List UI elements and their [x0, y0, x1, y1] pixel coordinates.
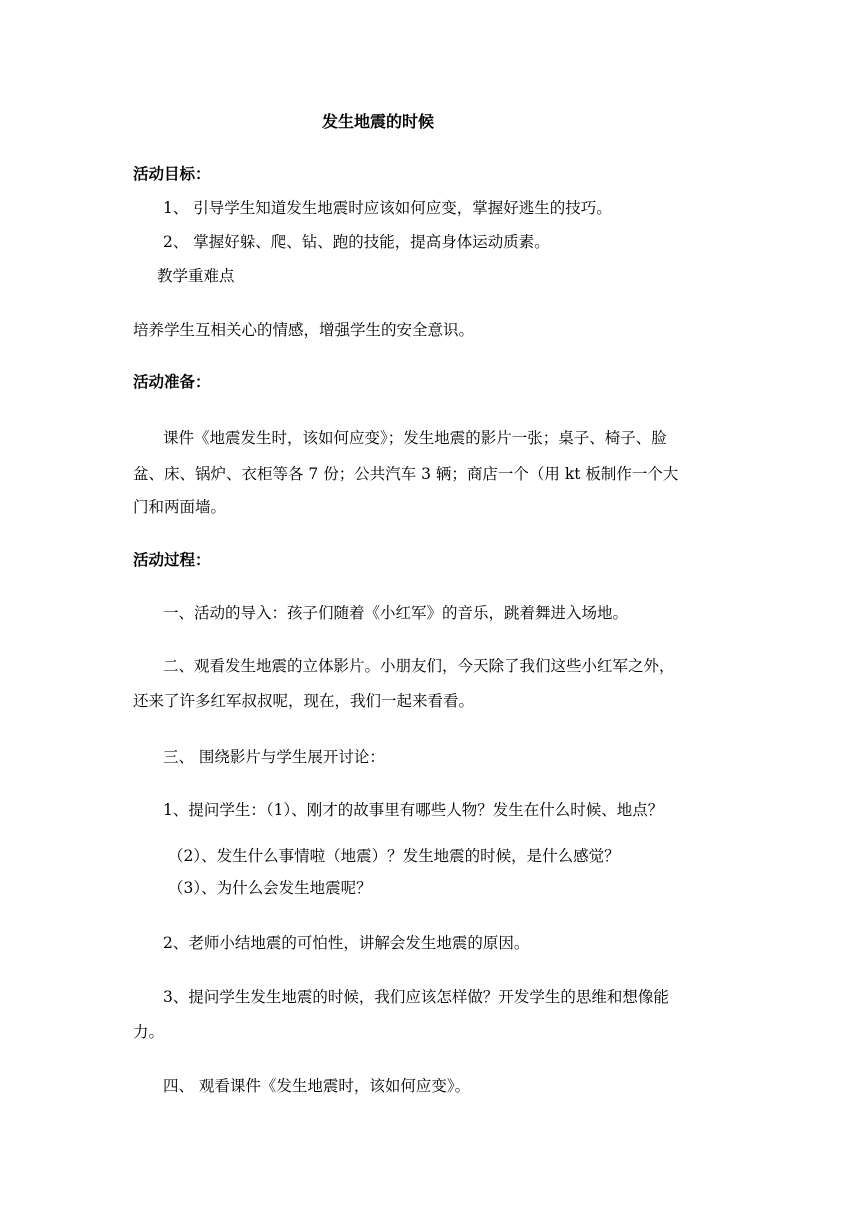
step-1: 一、活动的导入：孩子们随着《小红军》的音乐，跳着舞进入场地。: [163, 604, 629, 622]
question-5-line-2: 力。: [133, 1023, 165, 1041]
prep-heading: 活动准备：: [133, 373, 211, 391]
teacher-summary: 2、老师小结地震的可怕性，讲解会发生地震的原因。: [163, 934, 530, 952]
question-3: （3）、为什么会发生地震呢？: [168, 879, 372, 897]
prep-line-1: 课件《地震发生时，该如何应变》；发生地震的影片一张；桌子、椅子、脸: [163, 429, 667, 447]
step-3: 三、 围绕影片与学生展开讨论：: [163, 748, 385, 766]
goal-item-1: 1、 引导学生知道发生地震时应该如何应变，掌握好逃生的技巧。: [163, 199, 612, 217]
key-points-label: 教学重难点: [157, 267, 235, 285]
question-2: （2）、发生什么事情啦（地震）？发生地震的时候，是什么感觉？: [168, 847, 620, 865]
question-5-line-1: 3、提问学生发生地震的时候，我们应该怎样做？开发学生的思维和想像能: [163, 988, 669, 1006]
step-2-line-1: 二、观看发生地震的立体影片。小朋友们，今天除了我们这些小红军之外，: [163, 657, 675, 675]
step-2-line-2: 还来了许多红军叔叔呢，现在，我们一起来看看。: [133, 692, 475, 710]
goals-heading: 活动目标：: [133, 165, 211, 183]
prep-line-3: 门和两面墙。: [133, 498, 227, 516]
document-title: 发生地震的时候: [322, 112, 435, 131]
question-1: 1、提问学生：（1）、刚才的故事里有哪些人物？发生在什么时候、地点？: [163, 801, 664, 819]
key-points-text: 培养学生互相关心的情感，增强学生的安全意识。: [133, 321, 475, 339]
process-heading: 活动过程：: [133, 551, 211, 569]
goal-item-2: 2、 掌握好躲、爬、钻、跑的技能，提高身体运动质素。: [163, 233, 550, 251]
prep-line-2: 盆、床、锅炉、衣柜等各 7 份；公共汽车 3 辆；商店一个（用 kt 板制作一个大: [133, 465, 679, 483]
step-4: 四、 观看课件《发生地震时，该如何应变》。: [163, 1077, 471, 1095]
